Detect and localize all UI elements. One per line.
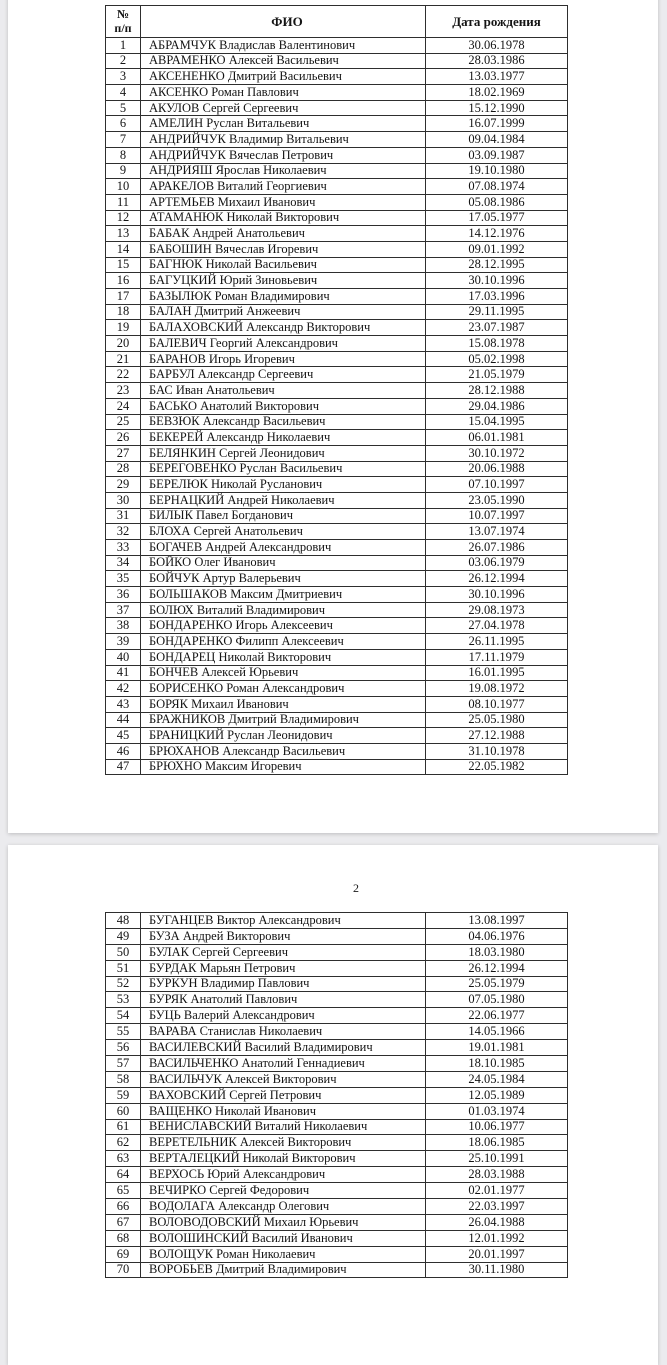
row-number: 22 (106, 367, 141, 383)
person-name: БАБОШИН Вячеслав Игоревич (141, 241, 426, 257)
birth-date: 12.01.1992 (426, 1230, 568, 1246)
person-name: БАС Иван Анатольевич (141, 383, 426, 399)
birth-date: 12.05.1989 (426, 1087, 568, 1103)
person-name: АБРАМЧУК Владислав Валентинович (141, 38, 426, 54)
person-name: БУРКУН Владимир Павлович (141, 976, 426, 992)
person-name: АМЕЛИН Руслан Витальевич (141, 116, 426, 132)
birth-date: 29.04.1986 (426, 398, 568, 414)
person-name: БЕРНАЦКИЙ Андрей Николаевич (141, 492, 426, 508)
row-number: 1 (106, 38, 141, 54)
table-row (106, 1071, 568, 1087)
table-row (106, 1040, 568, 1056)
person-name: ВЕРТАЛЕЦКИЙ Николай Викторович (141, 1151, 426, 1167)
col-header-name: ФИО (141, 6, 426, 38)
person-name: БУГАНЦЕВ Виктор Александрович (141, 913, 426, 929)
row-number: 33 (106, 540, 141, 556)
col-header-dob: Дата рождения (426, 6, 568, 38)
row-number: 5 (106, 100, 141, 116)
person-name: БОНЧЕВ Алексей Юрьевич (141, 665, 426, 681)
birth-date: 26.12.1994 (426, 960, 568, 976)
person-name: БОЙКО Олег Иванович (141, 555, 426, 571)
header-row (106, 6, 568, 38)
row-number: 37 (106, 602, 141, 618)
table-row (106, 681, 568, 697)
row-number: 27 (106, 445, 141, 461)
table-row (106, 540, 568, 556)
person-name: БЕВЗЮК Александр Васильевич (141, 414, 426, 430)
row-number: 43 (106, 696, 141, 712)
table-row (106, 913, 568, 929)
person-name: БЕРЕЛЮК Николай Русланович (141, 477, 426, 493)
birth-date: 26.11.1995 (426, 634, 568, 650)
row-number: 55 (106, 1024, 141, 1040)
table-row (106, 445, 568, 461)
table-row (106, 728, 568, 744)
person-name: БУЗА Андрей Викторович (141, 928, 426, 944)
table-row (106, 1262, 568, 1278)
row-number: 39 (106, 634, 141, 650)
person-name: ВОЛОВОДОВСКИЙ Михаил Юрьевич (141, 1214, 426, 1230)
row-number: 53 (106, 992, 141, 1008)
table-row (106, 587, 568, 603)
person-name: БУРДАК Марьян Петрович (141, 960, 426, 976)
table-row (106, 618, 568, 634)
table-row (106, 100, 568, 116)
table-row (106, 398, 568, 414)
birth-date: 22.03.1997 (426, 1199, 568, 1215)
birth-date: 14.12.1976 (426, 226, 568, 242)
birth-date: 26.07.1986 (426, 540, 568, 556)
row-number: 60 (106, 1103, 141, 1119)
person-name: БАГНЮК Николай Васильевич (141, 257, 426, 273)
person-name: АРТЕМЬЕВ Михаил Иванович (141, 194, 426, 210)
row-number: 35 (106, 571, 141, 587)
birth-date: 28.12.1988 (426, 383, 568, 399)
table-row (106, 743, 568, 759)
person-name: БАЛАХОВСКИЙ Александр Викторович (141, 320, 426, 336)
table-row (106, 132, 568, 148)
birth-date: 09.04.1984 (426, 132, 568, 148)
table-row (106, 1230, 568, 1246)
table-body-page-1 (106, 38, 568, 775)
row-number: 62 (106, 1135, 141, 1151)
table-row (106, 1183, 568, 1199)
birth-date: 08.10.1977 (426, 696, 568, 712)
person-name: БОРЯК Михаил Иванович (141, 696, 426, 712)
person-name: БРАНИЦКИЙ Руслан Леонидович (141, 728, 426, 744)
table-row (106, 1167, 568, 1183)
row-number: 45 (106, 728, 141, 744)
row-number: 7 (106, 132, 141, 148)
row-number: 57 (106, 1056, 141, 1072)
birth-date: 05.08.1986 (426, 194, 568, 210)
table-row (106, 210, 568, 226)
table-row (106, 976, 568, 992)
person-name: ВОЛОШИНСКИЙ Василий Иванович (141, 1230, 426, 1246)
row-number: 69 (106, 1246, 141, 1262)
person-name: БАЗЫЛЮК Роман Владимирович (141, 289, 426, 305)
birth-date: 20.06.1988 (426, 461, 568, 477)
birth-date: 17.11.1979 (426, 649, 568, 665)
birth-date: 29.11.1995 (426, 304, 568, 320)
birth-date: 30.06.1978 (426, 38, 568, 54)
table-row (106, 320, 568, 336)
person-name: БУЛАК Сергей Сергеевич (141, 944, 426, 960)
row-number: 23 (106, 383, 141, 399)
person-name: БОГАЧЕВ Андрей Александрович (141, 540, 426, 556)
person-name: БАСЬКО Анатолий Викторович (141, 398, 426, 414)
table-row (106, 634, 568, 650)
birth-date: 21.05.1979 (426, 367, 568, 383)
person-name: АНДРИЯШ Ярослав Николаевич (141, 163, 426, 179)
table-row (106, 351, 568, 367)
person-name: БОРИСЕНКО Роман Александрович (141, 681, 426, 697)
row-number: 20 (106, 336, 141, 352)
row-number: 66 (106, 1199, 141, 1215)
row-number: 15 (106, 257, 141, 273)
birth-date: 15.12.1990 (426, 100, 568, 116)
table-row (106, 194, 568, 210)
table-row (106, 928, 568, 944)
table-row (106, 1103, 568, 1119)
birth-date: 30.10.1996 (426, 587, 568, 603)
row-number: 8 (106, 147, 141, 163)
row-number: 40 (106, 649, 141, 665)
birth-date: 01.03.1974 (426, 1103, 568, 1119)
birth-date: 25.10.1991 (426, 1151, 568, 1167)
person-name: ВЕНИСЛАВСКИЙ Виталий Николаевич (141, 1119, 426, 1135)
table-row (106, 241, 568, 257)
table-row (106, 304, 568, 320)
row-number: 58 (106, 1071, 141, 1087)
row-number: 70 (106, 1262, 141, 1278)
table-row (106, 665, 568, 681)
table-row (106, 38, 568, 54)
person-name: АКУЛОВ Сергей Сергеевич (141, 100, 426, 116)
birth-date: 07.08.1974 (426, 179, 568, 195)
birth-date: 15.04.1995 (426, 414, 568, 430)
table-row (106, 508, 568, 524)
table-row (106, 1246, 568, 1262)
birth-date: 26.12.1994 (426, 571, 568, 587)
row-number: 25 (106, 414, 141, 430)
row-number: 46 (106, 743, 141, 759)
row-number: 13 (106, 226, 141, 242)
birth-date: 30.10.1996 (426, 273, 568, 289)
birth-date: 07.05.1980 (426, 992, 568, 1008)
person-name: ВАРАВА Станислав Николаевич (141, 1024, 426, 1040)
birth-date: 28.12.1995 (426, 257, 568, 273)
table-row (106, 992, 568, 1008)
birth-date: 13.08.1997 (426, 913, 568, 929)
row-number: 29 (106, 477, 141, 493)
birth-date: 25.05.1980 (426, 712, 568, 728)
birth-date: 18.10.1985 (426, 1056, 568, 1072)
row-number: 41 (106, 665, 141, 681)
table-row (106, 960, 568, 976)
person-name: ВЕРХОСЬ Юрий Александрович (141, 1167, 426, 1183)
person-name: ВЕЧИРКО Сергей Федорович (141, 1183, 426, 1199)
person-name: БУЦЬ Валерий Александрович (141, 1008, 426, 1024)
row-number: 31 (106, 508, 141, 524)
table-row (106, 289, 568, 305)
person-name: БАЛЕВИЧ Георгий Александрович (141, 336, 426, 352)
row-number: 36 (106, 587, 141, 603)
person-name: БЕЛЯНКИН Сергей Леонидович (141, 445, 426, 461)
person-name: БЕРЕГОВЕНКО Руслан Васильевич (141, 461, 426, 477)
row-number: 49 (106, 928, 141, 944)
birth-date: 26.04.1988 (426, 1214, 568, 1230)
birth-date: 24.05.1984 (426, 1071, 568, 1087)
table-row (106, 226, 568, 242)
row-number: 18 (106, 304, 141, 320)
table-header (106, 6, 568, 38)
birth-date: 17.05.1977 (426, 210, 568, 226)
birth-date: 06.01.1981 (426, 430, 568, 446)
birth-date: 22.06.1977 (426, 1008, 568, 1024)
row-number: 67 (106, 1214, 141, 1230)
row-number: 32 (106, 524, 141, 540)
birth-date: 03.06.1979 (426, 555, 568, 571)
person-name: БУРЯК Анатолий Павлович (141, 992, 426, 1008)
col-header-number (106, 6, 141, 38)
birth-date: 30.10.1972 (426, 445, 568, 461)
table-row (106, 163, 568, 179)
person-name: ВАСИЛЕВСКИЙ Василий Владимирович (141, 1040, 426, 1056)
birth-date: 23.05.1990 (426, 492, 568, 508)
row-number: 59 (106, 1087, 141, 1103)
table-row (106, 1135, 568, 1151)
birth-date: 19.01.1981 (426, 1040, 568, 1056)
table-row (106, 273, 568, 289)
document-page-1 (8, 0, 658, 833)
table-row (106, 414, 568, 430)
row-number: 64 (106, 1167, 141, 1183)
table-row (106, 571, 568, 587)
person-name: АВРАМЕНКО Алексей Васильевич (141, 53, 426, 69)
person-name: БОНДАРЕЦ Николай Викторович (141, 649, 426, 665)
person-name: АНДРИЙЧУК Владимир Витальевич (141, 132, 426, 148)
person-name: БРЮХНО Максим Игоревич (141, 759, 426, 775)
person-name: ВОЛОЩУК Роман Николаевич (141, 1246, 426, 1262)
birth-date: 10.07.1997 (426, 508, 568, 524)
row-number: 68 (106, 1230, 141, 1246)
birth-date: 27.12.1988 (426, 728, 568, 744)
row-number: 47 (106, 759, 141, 775)
person-name: БОЛЮХ Виталий Владимирович (141, 602, 426, 618)
table-row (106, 179, 568, 195)
person-name: БОЛЬШАКОВ Максим Дмитриевич (141, 587, 426, 603)
birth-date: 29.08.1973 (426, 602, 568, 618)
birth-date: 05.02.1998 (426, 351, 568, 367)
person-name: БОНДАРЕНКО Филипп Алексеевич (141, 634, 426, 650)
birth-date: 19.10.1980 (426, 163, 568, 179)
person-name: АРАКЕЛОВ Виталий Георгиевич (141, 179, 426, 195)
birth-date: 18.03.1980 (426, 944, 568, 960)
document-page-2 (8, 845, 658, 1365)
birth-date: 16.07.1999 (426, 116, 568, 132)
birth-date: 10.06.1977 (426, 1119, 568, 1135)
col-header-number-line1: № (116, 6, 130, 21)
table-row (106, 1119, 568, 1135)
row-number: 12 (106, 210, 141, 226)
row-number: 50 (106, 944, 141, 960)
person-name: БЛОХА Сергей Анатольевич (141, 524, 426, 540)
table-row (106, 492, 568, 508)
person-name: ВАСИЛЬЧЕНКО Анатолий Геннадиевич (141, 1056, 426, 1072)
birth-date: 09.01.1992 (426, 241, 568, 257)
row-number: 42 (106, 681, 141, 697)
row-number: 30 (106, 492, 141, 508)
table-row (106, 430, 568, 446)
row-number: 54 (106, 1008, 141, 1024)
row-number: 11 (106, 194, 141, 210)
birth-date: 23.07.1987 (426, 320, 568, 336)
row-number: 52 (106, 976, 141, 992)
personnel-table-page-1 (105, 5, 568, 775)
row-number: 17 (106, 289, 141, 305)
table-row (106, 85, 568, 101)
table-row (106, 524, 568, 540)
birth-date: 31.10.1978 (426, 743, 568, 759)
row-number: 3 (106, 69, 141, 85)
birth-date: 13.03.1977 (426, 69, 568, 85)
page-number: 2 (353, 881, 359, 895)
person-name: БОНДАРЕНКО Игорь Алексеевич (141, 618, 426, 634)
row-number: 16 (106, 273, 141, 289)
birth-date: 28.03.1986 (426, 53, 568, 69)
person-name: БАЛАН Дмитрий Анжеевич (141, 304, 426, 320)
row-number: 6 (106, 116, 141, 132)
table-row (106, 69, 568, 85)
table-row (106, 1008, 568, 1024)
row-number: 48 (106, 913, 141, 929)
table-row (106, 257, 568, 273)
table-row (106, 649, 568, 665)
birth-date: 07.10.1997 (426, 477, 568, 493)
table-row (106, 1087, 568, 1103)
person-name: ВОДОЛАГА Александр Олегович (141, 1199, 426, 1215)
row-number: 19 (106, 320, 141, 336)
table-row (106, 336, 568, 352)
person-name: БАРБУЛ Александр Сергеевич (141, 367, 426, 383)
birth-date: 19.08.1972 (426, 681, 568, 697)
row-number: 65 (106, 1183, 141, 1199)
row-number: 28 (106, 461, 141, 477)
birth-date: 16.01.1995 (426, 665, 568, 681)
table-row (106, 116, 568, 132)
birth-date: 18.06.1985 (426, 1135, 568, 1151)
birth-date: 30.11.1980 (426, 1262, 568, 1278)
birth-date: 18.02.1969 (426, 85, 568, 101)
person-name: АТАМАНЮК Николай Викторович (141, 210, 426, 226)
row-number: 9 (106, 163, 141, 179)
row-number: 34 (106, 555, 141, 571)
birth-date: 20.01.1997 (426, 1246, 568, 1262)
table-row (106, 712, 568, 728)
person-name: БРЮХАНОВ Александр Васильевич (141, 743, 426, 759)
person-name: БИЛЫК Павел Богданович (141, 508, 426, 524)
birth-date: 04.06.1976 (426, 928, 568, 944)
table-body-page-2 (106, 913, 568, 1278)
person-name: АКСЕНЕНКО Дмитрий Васильевич (141, 69, 426, 85)
table-row (106, 602, 568, 618)
birth-date: 27.04.1978 (426, 618, 568, 634)
row-number: 26 (106, 430, 141, 446)
row-number: 24 (106, 398, 141, 414)
table-row (106, 696, 568, 712)
table-row (106, 53, 568, 69)
person-name: БЕКЕРЕЙ Александр Николаевич (141, 430, 426, 446)
birth-date: 28.03.1988 (426, 1167, 568, 1183)
row-number: 44 (106, 712, 141, 728)
person-name: ВЕРЕТЕЛЬНИК Алексей Викторович (141, 1135, 426, 1151)
person-name: БРАЖНИКОВ Дмитрий Владимирович (141, 712, 426, 728)
table-row (106, 759, 568, 775)
table-row (106, 461, 568, 477)
table-row (106, 383, 568, 399)
row-number: 21 (106, 351, 141, 367)
person-name: ВОРОБЬЕВ Дмитрий Владимирович (141, 1262, 426, 1278)
birth-date: 03.09.1987 (426, 147, 568, 163)
row-number: 38 (106, 618, 141, 634)
table-row (106, 367, 568, 383)
row-number: 63 (106, 1151, 141, 1167)
birth-date: 25.05.1979 (426, 976, 568, 992)
person-name: АНДРИЙЧУК Вячеслав Петрович (141, 147, 426, 163)
table-row (106, 1199, 568, 1215)
col-header-number-line2: п/п (114, 20, 132, 35)
row-number: 56 (106, 1040, 141, 1056)
table-row (106, 1151, 568, 1167)
table-row (106, 477, 568, 493)
birth-date: 15.08.1978 (426, 336, 568, 352)
row-number: 10 (106, 179, 141, 195)
person-name: БАГУЦКИЙ Юрий Зиновьевич (141, 273, 426, 289)
row-number: 51 (106, 960, 141, 976)
person-name: БАБАК Андрей Анатольевич (141, 226, 426, 242)
person-name: ВАЩЕНКО Николай Иванович (141, 1103, 426, 1119)
table-row (106, 147, 568, 163)
table-row (106, 1056, 568, 1072)
table-row (106, 1024, 568, 1040)
person-name: ВАХОВСКИЙ Сергей Петрович (141, 1087, 426, 1103)
row-number: 2 (106, 53, 141, 69)
birth-date: 02.01.1977 (426, 1183, 568, 1199)
table-row (106, 944, 568, 960)
person-name: БАРАНОВ Игорь Игоревич (141, 351, 426, 367)
row-number: 4 (106, 85, 141, 101)
table-row (106, 555, 568, 571)
personnel-table-page-2 (105, 912, 568, 1278)
birth-date: 22.05.1982 (426, 759, 568, 775)
row-number: 61 (106, 1119, 141, 1135)
table-row (106, 1214, 568, 1230)
birth-date: 17.03.1996 (426, 289, 568, 305)
row-number: 14 (106, 241, 141, 257)
birth-date: 14.05.1966 (426, 1024, 568, 1040)
person-name: ВАСИЛЬЧУК Алексей Викторович (141, 1071, 426, 1087)
person-name: БОЙЧУК Артур Валерьевич (141, 571, 426, 587)
birth-date: 13.07.1974 (426, 524, 568, 540)
person-name: АКСЕНКО Роман Павлович (141, 85, 426, 101)
